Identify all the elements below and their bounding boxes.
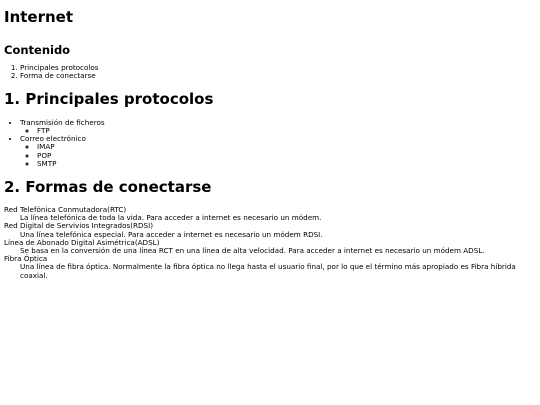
list-item-file-transfer xyxy=(20,119,540,135)
connection-term-rdsi: Red Digital de Servivios Integrados(RDSI) xyxy=(4,221,154,231)
list-item-label: Correo electrónico xyxy=(20,134,86,144)
connection-desc-fiber: Una línea de fibra óptica. Normalmente la fibra óptica no llega hasta el usuario final, por lo que el término más apropiado es Fibra híbrida coaxial. xyxy=(20,262,516,280)
toc-item-connection: 2. Forma de conectarse xyxy=(20,72,540,80)
file-transfer-sublist xyxy=(20,127,540,135)
table-of-contents xyxy=(4,64,540,81)
page-title: Internet xyxy=(4,8,74,26)
connection-desc-rdsi: Una línea telefónica especial. Para acceder a internet es necesario un módem RDSI. xyxy=(20,229,323,239)
toc-heading: Contenido xyxy=(4,43,71,57)
list-item-imap: ◦ IMAP xyxy=(37,143,540,151)
connections-list xyxy=(4,206,540,280)
connection-term-adsl: Línea de Abonado Digital Asimétrica(ADSL) xyxy=(4,237,160,247)
connection-desc-adsl: Se basa en la conversión de una línea RCT en una línea de alta velocidad. Para acceder a internet es necesario un módem ADSL. xyxy=(20,246,485,256)
protocols-list xyxy=(4,119,540,168)
connection-term-rtc: Red Telefónica Conmutadora(RTC) xyxy=(4,205,127,215)
list-item-ftp: ◦ FTP xyxy=(37,127,540,135)
list-item-email xyxy=(20,135,540,168)
section-heading-protocols: 1. Principales protocolos xyxy=(4,89,214,108)
toc-item-protocols: 1. Principales protocolos xyxy=(20,64,540,72)
list-item-label: Transmisión de ficheros xyxy=(20,117,105,127)
email-sublist xyxy=(20,143,540,168)
section-heading-connection: 2. Formas de conectarse xyxy=(4,178,212,197)
connection-term-fiber: Fibra Óptica xyxy=(4,254,48,264)
connection-desc-rtc: La línea telefónica de toda la vida. Para acceder a internet es necesario un módem. xyxy=(20,213,322,223)
list-item-smtp: ◦ SMTP xyxy=(37,160,540,168)
list-item-pop: ◦ POP xyxy=(37,152,540,160)
